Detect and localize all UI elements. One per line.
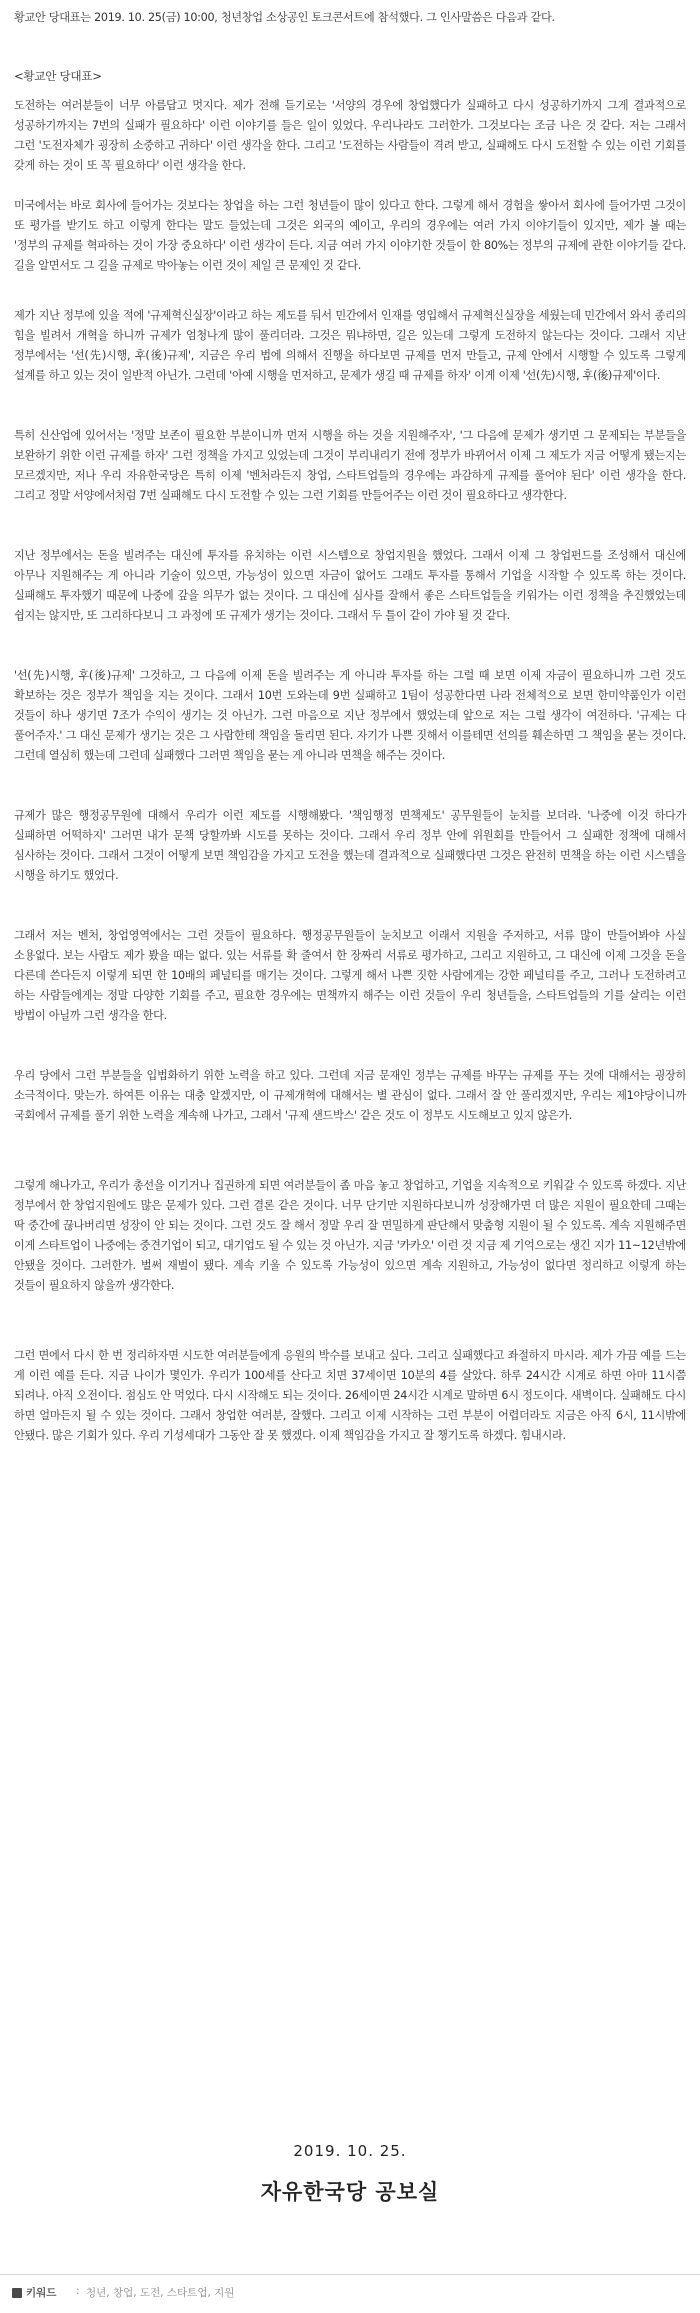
keyword-values[interactable]: 청년, 창업, 도전, 스타트업, 지원 bbox=[86, 2287, 235, 2299]
keyword-label: 키워드 bbox=[26, 2287, 57, 2299]
paragraph-10: 그렇게 해나가고, 우리가 총선을 이기거나 집권하게 되면 여러분들이 좀 마음 놓고 창업하고, 기업을 지속적으로 키워갈 수 있도록 하겠다. 지난 정부에서 한 창업지원에도 많은 문제가 있다. 그런 결론 같은 것이다. 너무 단기만 지원하다보니까 성장해가면 더 많은 지원이 필요한데 그때는 딱 중간에 끊나버리면 성장이 안 되는 것이다. 그런 것도 잘 해서 정말 우리 잘 면밀하게 판단해서 맞춤형 지원이 될 수 있도록. 계속 지원해주면 이게 스타트업이 나중에는 중견기업이 되고, 대기업도 될 수 있는 것 아닌가. 지금 '카카오' 이런 것 지금 제 기억으로는 생긴 지가 11~12년밖에 안됐을 것이다. 그러한가. 벌써 재벌이 됐다. 계속 키울 수 있도록 가능성이 있으면 계속 지원하고, 가능성이 없다면 정리하고 이렇게 하는 것들이 필요하지 않을까 생각한다. bbox=[14, 1179, 686, 1292]
paragraph-5: 지난 정부에서는 돈을 빌려주는 대신에 투자를 유치하는 이런 시스템으로 창업지원을 했었다. 그래서 이제 그 창업펀드를 조성해서 대신에 아무나 지원해주는 게 아니라 기술이 있으면, 가능성이 있으면 자금이 없어도 그래도 투자를 통해서 기업을 시작할 수 있도록 하는 것이다. 실패해도 투자했기 때문에 나중에 갚을 의무가 없는 것이다. 그 대신에 심사를 잘해서 좋은 스타트업들을 키워가는 이런 정책을 추진했었는데 쉽지는 않지만, 또 그리하다보니 그 과정에 또 규제가 생기는 것이다. 그래서 두 틀이 같이 가야 될 것 같다. bbox=[14, 549, 686, 622]
signature: 자유한국당 공보실 bbox=[260, 2180, 440, 2204]
keyword-bar bbox=[0, 2274, 700, 2313]
paragraph-1: 도전하는 여러분들이 너무 아름답고 멋지다. 제가 전해 듣기로는 '서양의 경우에 창업했다가 실패하고 다시 성공하기까지 그게 결과적으로 성공하기까지는 7번의 실패가 필요하다' 이런 이야기를 들은 일이 있었다. 우리나라도 그러한가. 그것보다는 조금 나은 것 같다. 저는 그래서 그런 '도전자체가 굉장히 소중하고 귀하다' 이런 생각을 한다. 그리고 '도전하는 사람들이 격려 받고, 실패해도 다시 도전할 수 있는 이런 기회를 갖게 하는 것이 또 꼭 필요하다' 이런 생각을 한다. bbox=[14, 99, 686, 172]
paragraph-11: 그런 면에서 다시 한 번 정리하자면 시도한 여러분들에게 응원의 박수를 보내고 싶다. 그리고 실패했다고 좌절하지 마시라. 제가 가끔 예를 드는 게 이런 예를 든다. 지금 나이가 몇인가. 우리가 100세를 산다고 치면 37세이면 10분의 4를 살았다. 하루 24시간 시계로 하면 아마 11시쯤 되려나. 아직 오전이다. 점심도 안 먹었다. 다시 시작해도 되는 것이다. 26세이면 24시간 시계로 말하면 6시 정도이다. 새벽이다. 실패해도 다시 하면 얼마든지 될 수 있는 것이다. 그래서 창업한 여러분, 잘했다. 그리고 이제 시작하는 그런 부분이 어렵더라도 지금은 아직 6시, 11시밖에 안됐다. 많은 기회가 있다. 우리 기성세대가 그동안 잘 못 했겠다. 이제 책임감을 가지고 잘 챙기도록 하겠다. 힘내시라. bbox=[14, 1349, 686, 1442]
paragraph-6: '선(先)시행, 후(後)규제' 그것하고, 그 다음에 이제 돈을 빌려주는 게 아니라 투자를 하는 그럴 때 보면 이제 자금이 필요하니까 그런 것도 확보하는 것은 정부가 책임을 지는 것이다. 그래서 10번 도와는데 9번 실패하고 1팀이 성공한다면 나라 전체적으로 보면 한미약품인가 이런 것들이 하나 생기면 7조가 수익이 생기는 것 아닌가. 그런 마음으로 지난 정부에서 했었는데 앞으로 저는 그럴 생각이 여전하다. '규제는 다 풀어주자.' 그 대신 문제가 생기는 것은 그 사람한테 책임을 돌리면 된다. 자기가 나쁜 짓해서 이를테면 선의를 훼손하면 그 책임을 묻는 것이다. 그런데 열심히 했는데 그런데 실패했다 그러면 책임을 묻는 게 아니라 면책을 해주는 것이다. bbox=[14, 669, 686, 762]
keyword-separator: : bbox=[76, 2285, 80, 2297]
square-bullet-icon bbox=[12, 2288, 22, 2298]
paragraph-8: 그래서 저는 벤처, 창업영역에서는 그런 것들이 필요하다. 행정공무원들이 눈치보고 이래서 지원을 주저하고, 서류 많이 만들어봐야 사실 소용없다. 보는 사람도 제가 봤을 때는 없다. 있는 서류를 확 줄여서 한 장짜리 서류로 평가하고, 그리고 지원하고, 그 대신에 이제 그것을 돈을 다른데 쓴다든지 이렇게 되면 한 10배의 페널티를 매기는 것이다. 그렇게 해서 나쁜 짓한 사람에게는 강한 페널티를 주고, 그러나 도전하려고 하는 사람들에게는 정말 다양한 기회를 주고, 필요한 경우에는 면책까지 해주는 이런 것들이 우리 청년들을, 스타트업들의 기를 살리는 이런 방법이 아닐까 그런 생각을 한다. bbox=[14, 929, 686, 1022]
release-date: 2019. 10. 25. bbox=[293, 2142, 407, 2160]
intro-text: 황교안 당대표는 2019. 10. 25(금) 10:00, 청년창업 소상공인 토크콘서트에 참석했다. 그 인사말씀은 다음과 같다. bbox=[14, 11, 555, 24]
paragraph-9: 우리 당에서 그런 부분들을 입법화하기 위한 노력을 하고 있다. 그런데 지금 문재인 정부는 규제를 바꾸는 규제를 푸는 것에 대해서는 굉장히 소극적이다. 맞는가. 하여튼 이유는 대충 알겠지만, 이 규제개혁에 대해서는 별 관심이 없다. 그래서 잘 안 풀리겠지만, 우리는 제1야당이니까 국회에서 규제를 풀기 위한 노력을 계속해 나가고, 그래서 '규제 샌드박스' 같은 것도 이 정부도 시도해보고 있지 않은가. bbox=[14, 1069, 686, 1122]
paragraph-3: 제가 지난 정부에 있을 적에 '규제혁신실장'이라고 하는 제도를 둬서 민간에서 인재를 영입해서 규제혁신실장을 세웠는데 민간에서 와서 종리의 힘을 빌려서 개혁을 하니까 규제가 엄청나게 많이 풀리더라. 그것은 뭐냐하면, 길은 있는데 그렇게 도전하지 않는다는 것이다. 그래서 지난 정부에서는 '선(先)시행, 후(後)규제', 지금은 우리 법에 의해서 진행을 하다보면 규제를 먼저 만들고, 규제 안에서 시행할 수 있도록 그렇게 설계를 하고 있는 것이 일반적 아닌가. 그런데 '아예 시행을 먼저하고, 문제가 생길 때 규제를 하자' 이게 이제 '선(先)시행, 후(後)규제'이다. bbox=[14, 309, 686, 382]
speaker-heading: <황교안 당대표> bbox=[14, 69, 102, 83]
paragraph-7: 규제가 많은 행정공무원에 대해서 우리가 이런 제도를 시행해봤다. '책임행정 면책제도' 공무원들이 눈치를 보더라. '나중에 이것 하다가 실패하면 어떡하지' 그러면 내가 문책 당할까봐 시도를 못하는 것이다. 그래서 우리 정부 안에 위원회를 만들어서 그 실패한 정책에 대해서 심사하는 것이다. 그래서 그것이 어떻게 보면 책임감을 가지고 도전을 했는데 결과적으로 실패했다면 그것은 완전히 면책을 하는 이런 시스템을 시행을 하기도 했었다. bbox=[14, 809, 686, 882]
paragraph-4: 특히 신산업에 있어서는 '정말 보존이 필요한 부분이니까 먼저 시행을 하는 것을 지원해주자', '그 다음에 문제가 생기면 그 문제되는 부분들을 보완하기 위한 이런 규제를 하자' 그런 정책을 가지고 있었는데 그것이 부리내리기 전에 정부가 바뀌어서 이제 그 제도가 지금 어떻게 됐는지는 모르겠지만, 저나 우리 자유한국당은 특히 이제 '벤처라든지 창업, 스타트업들의 경우에는 과감하게 규제를 풀어야 된다' 이런 생각을 한다. 그리고 정말 서양에서처럼 7번 실패해도 다시 도전할 수 있는 그런 기회를 만들어주는 이런 것이 필요하다고 생각한다. bbox=[14, 429, 686, 502]
paragraph-2: 미국에서는 바로 회사에 들어가는 것보다는 창업을 하는 그런 청년들이 많이 있다고 한다. 그렇게 해서 경험을 쌓아서 회사에 들어가면 그것이 또 평가를 받기도 하고 이렇게 한다는 말도 들었는데 그것은 외국의 예이고, 우리의 경우에는 여러 가지 이야기들이 있지만, 제가 볼 때는 '정부의 규제를 혁파하는 것이 가장 중요하다' 이런 생각이 든다. 지금 여러 가지 이야기한 것들이 한 80%는 정부의 규제에 관한 이야기들 같다. 길을 알면서도 그 길을 규제로 막아놓는 이런 것이 제일 큰 문제인 것 같다. bbox=[14, 199, 686, 272]
